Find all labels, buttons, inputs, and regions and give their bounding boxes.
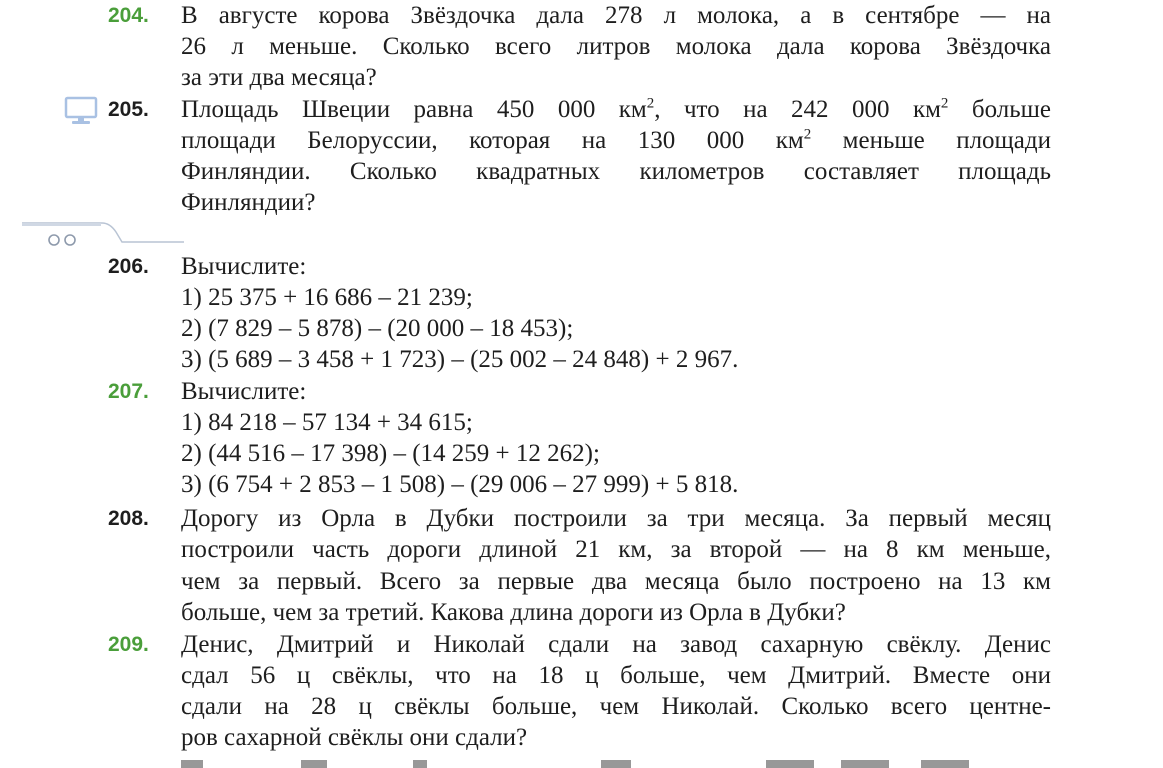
problem-text-line: 1) 84 218 – 57 134 + 34 615; xyxy=(181,409,473,436)
problem-text-line: Денис, Дмитрий и Николай сдали на завод сахарную свёклу. Денис xyxy=(181,631,1051,658)
problem-text-line: 1) 25 375 + 16 686 – 21 239; xyxy=(181,284,473,311)
problem-text-line: 3) (5 689 – 3 458 + 1 723) – (25 002 – 24 848) + 2 967. xyxy=(181,346,739,373)
problem-number: 208. xyxy=(108,507,149,530)
cut-off-text-fragment xyxy=(181,748,981,768)
problem-text-line: площади Белоруссии, которая на 130 000 $км^2$ меньше площади xyxy=(181,126,1051,154)
problem-number: 204. xyxy=(108,4,149,27)
monitor-icon xyxy=(64,96,98,126)
problem-number: 207. xyxy=(108,380,149,403)
problem-text-line: 2) (44 516 – 17 398) – (14 259 + 12 262); xyxy=(181,440,600,467)
problem-text-line: Площадь Швеции равна 450 000 $км^2$, что на 242 000 $км^2$ больше xyxy=(181,95,1051,123)
problem-text-line: Финляндии. Сколько квадратных километров составляет площадь xyxy=(181,158,1051,185)
problem-text-line: ров сахарной свёклы они сдали? xyxy=(181,724,528,751)
problem-text-line: построили часть дороги длиной 21 км, за второй — на 8 км меньше, xyxy=(181,536,1051,563)
problem-text-line: Финляндии? xyxy=(181,189,316,216)
problem-text-line: сдали на 28 ц свёклы больше, чем Николай. Сколько всего центне- xyxy=(181,693,1051,720)
problem-number: 205. xyxy=(108,98,149,121)
problem-text-line: чем за первый. Всего за первые два месяца было построено на 13 км xyxy=(181,568,1051,595)
section-divider-icon xyxy=(22,220,184,250)
problem-text-line: больше, чем за третий. Какова длина дороги из Орла в Дубки? xyxy=(181,599,846,626)
problem-text-line: сдал 56 ц свёклы, что на 18 ц больше, чем Дмитрий. Вместе они xyxy=(181,662,1051,689)
problem-text-line: за эти два месяца? xyxy=(181,64,377,91)
problem-text-line: Вычислите: xyxy=(181,253,307,280)
problem-number: 209. xyxy=(108,633,149,656)
problem-text-line: 2) (7 829 – 5 878) – (20 000 – 18 453); xyxy=(181,315,574,342)
problem-text-line: Дорогу из Орла в Дубки построили за три месяца. За первый месяц xyxy=(181,505,1051,532)
problem-number: 206. xyxy=(108,255,149,278)
problem-text-line: Вычислите: xyxy=(181,378,307,405)
problem-text-line: 3) (6 754 + 2 853 – 1 508) – (29 006 – 27 999) + 5 818. xyxy=(181,471,739,498)
problem-text-line: В августе корова Звёздочка дала 278 л молока, а в сентябре — на xyxy=(181,2,1051,29)
problem-text-line: 26 л меньше. Сколько всего литров молока дала корова Звёздочка xyxy=(181,33,1051,60)
